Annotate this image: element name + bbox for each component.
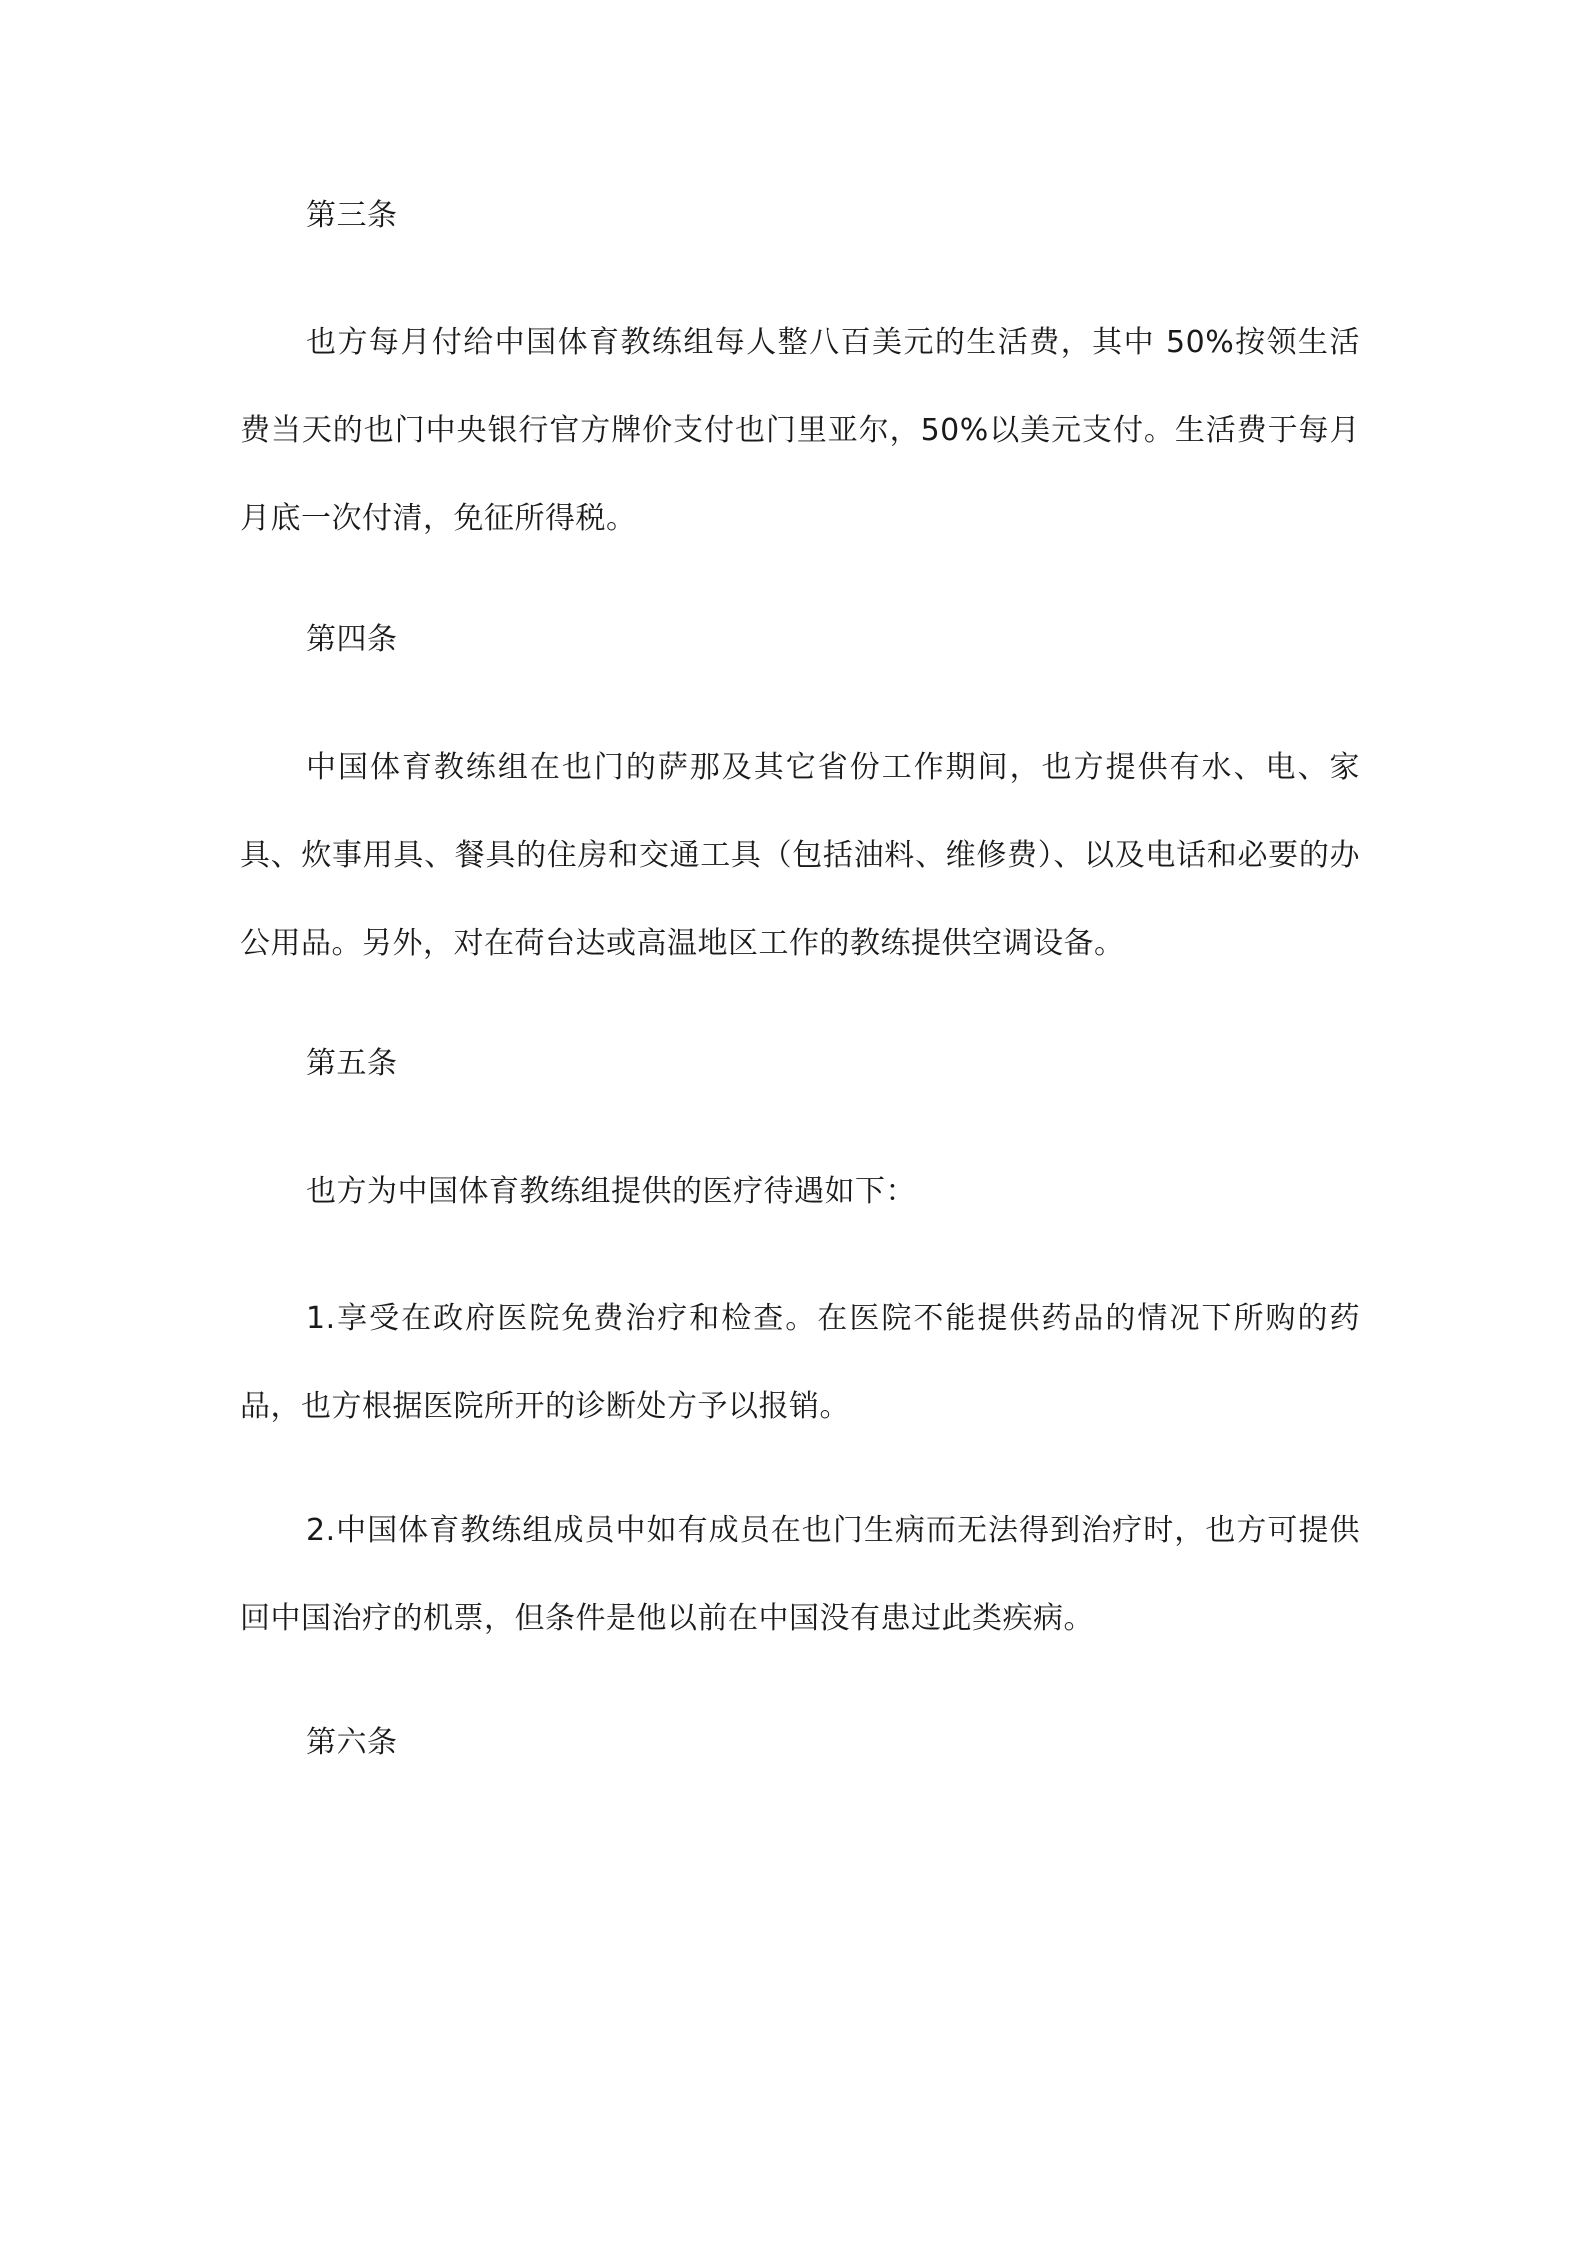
article-5-item-2: 2.中国体育教练组成员中如有成员在也门生病而无法得到治疗时，也方可提供回中国治疗的机票，但条件是他以前在中国没有患过此类疾病。 xyxy=(240,1513,1360,1636)
article-5-heading: 第五条 xyxy=(306,1046,398,1081)
article-3-paragraph: 也方每月付给中国体育教练组每人整八百美元的生活费，其中 50%按领生活费当天的也门中央银行官方牌价支付也门里亚尔，50%以美元支付。生活费于每月月底一次付清，免征所得税。 xyxy=(240,325,1360,536)
article-4-paragraph: 中国体育教练组在也门的萨那及其它省份工作期间，也方提供有水、电、家具、炊事用具、餐具的住房和交通工具（包括油料、维修费）、以及电话和必要的办公用品。另外，对在荷台达或高温地区工作的教练提供空调设备。 xyxy=(240,750,1360,961)
article-3-heading: 第三条 xyxy=(306,198,398,233)
article-5-intro: 也方为中国体育教练组提供的医疗待遇如下： xyxy=(306,1174,916,1209)
article-5-item-1: 1.享受在政府医院免费治疗和检查。在医院不能提供药品的情况下所购的药品，也方根据医院所开的诊断处方予以报销。 xyxy=(240,1301,1360,1424)
article-6-heading: 第六条 xyxy=(306,1725,398,1760)
article-4-heading: 第四条 xyxy=(306,622,398,657)
